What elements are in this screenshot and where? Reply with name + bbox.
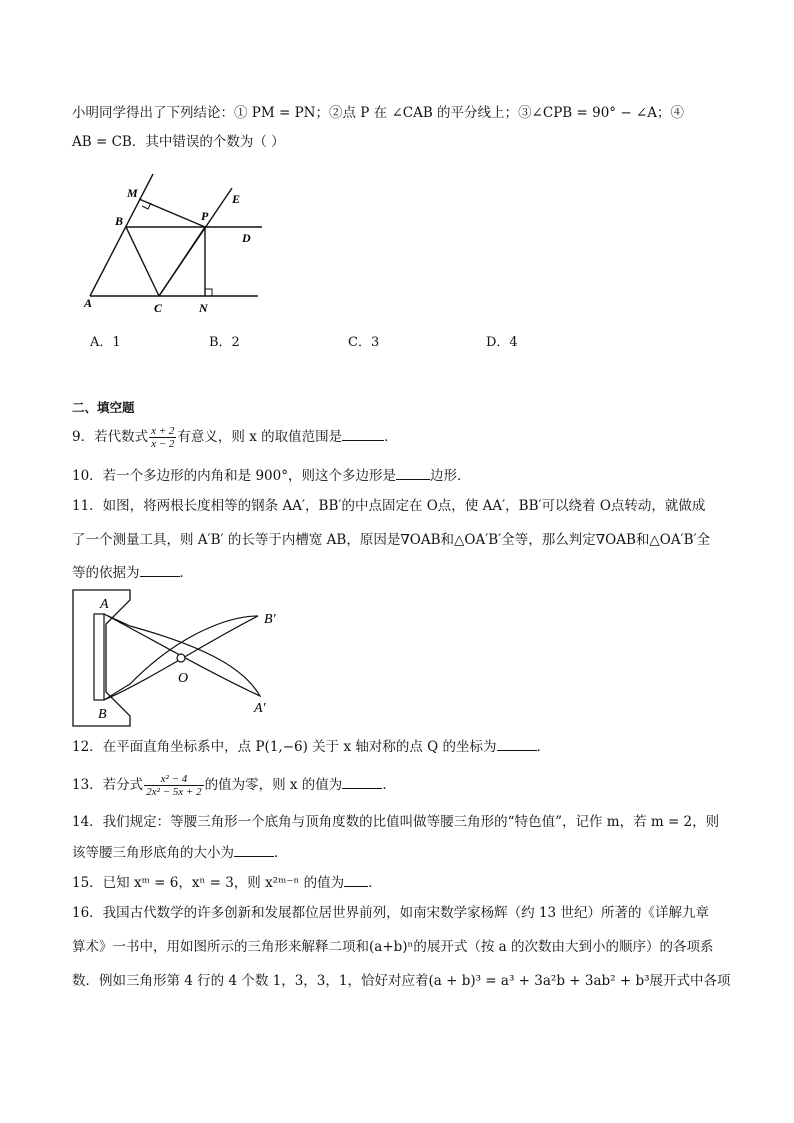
label-D: D: [242, 231, 251, 245]
label-A-prime: A′: [254, 701, 266, 716]
q14-line1: 14．我们规定：等腰三角形一个底角与顶角度数的比值叫做等腰三角形的“特色值”，记作 m，若 m = 2，则: [72, 814, 720, 830]
q13-answer-blank[interactable]: [342, 774, 382, 789]
ray-CE: [159, 188, 232, 296]
label-N: N: [199, 301, 208, 315]
q9-numerator: x + 2: [151, 425, 175, 437]
q14-answer-blank[interactable]: [234, 842, 274, 857]
q15-text: 15．已知 xᵐ = 6，xⁿ = 3，则 x²ᵐ⁻ⁿ 的值为: [72, 875, 345, 891]
q15-answer-blank[interactable]: [344, 872, 368, 887]
label-B: B: [115, 214, 124, 228]
q14-line2-text: 该等腰三角形底角的大小为: [72, 845, 234, 861]
label-B-prime: B′: [264, 612, 276, 627]
q8-conclusion-3: ③∠CPB = 90° − ∠A；: [518, 105, 671, 121]
q13-denominator: 2x² − 5x + 2: [146, 786, 202, 798]
q10-answer-blank[interactable]: [396, 465, 430, 480]
q8-conclusion-1: ① PM = PN；: [234, 105, 329, 121]
q12-answer-blank[interactable]: [497, 736, 537, 751]
q8-line2: AB = CB．其中错误的个数为（ ）: [72, 134, 285, 150]
q8-option-c: C．3: [348, 335, 380, 350]
q9-prefix: 9．若代数式: [72, 429, 149, 445]
q13-end: ．: [382, 777, 396, 793]
ray-AM: [90, 174, 153, 296]
q9-answer-blank[interactable]: [342, 426, 384, 441]
section-title: 二、填空题: [72, 400, 135, 415]
label-B: B: [98, 707, 107, 722]
q11-line3-text: 等的依据为: [72, 565, 140, 581]
q8-figure: [80, 172, 270, 322]
q16-line3: 数．例如三角形第 4 行的 4 个数 1，3，3，1，恰好对应着(a + b)³ = a³ + 3a²b + 3ab² + b³展开式中各项: [72, 973, 731, 989]
label-A: A: [84, 296, 93, 310]
label-E: E: [232, 192, 241, 206]
q11-line1: 11．如图，将两根长度相等的钢条 AA′，BB′的中点固定在 O点，使 AA′，BB′可以绕着 O点转动，就做成: [72, 498, 706, 514]
q11-answer-blank[interactable]: [140, 562, 180, 577]
q11-end: ．: [179, 565, 193, 581]
q10-text: 10．若一个多边形的内角和是 900°，则这个多边形是: [72, 468, 396, 484]
q9-fraction: [149, 425, 176, 450]
q9-suffix: 有意义，则 x 的取值范围是: [177, 429, 343, 445]
segment-BC: [126, 227, 159, 296]
q8-line1: [72, 103, 732, 123]
q8-option-d: D．4: [486, 335, 518, 350]
q8-option-b: B．2: [209, 335, 240, 350]
label-M: M: [127, 186, 138, 200]
q9-denominator: x − 2: [151, 438, 175, 450]
q16-line2: 算术》一书中，用如图所示的三角形来解释二项和(a+b)ⁿ的展开式（按 a 的次数由大到小的顺序）的各项系: [72, 939, 714, 955]
label-A: A: [100, 597, 109, 612]
q8-conclusion-2: ②点 P 在 ∠CAB 的平分线上；: [329, 105, 519, 121]
right-angle-N: [205, 289, 212, 296]
q13-fraction: [144, 773, 203, 798]
q13-suffix: 的值为零，则 x 的值为: [204, 777, 343, 793]
q12-text: 12．在平面直角坐标系中，点 P(1,−6) 关于 x 轴对称的点 Q 的坐标为: [72, 739, 497, 755]
q14-end: ．: [274, 845, 288, 861]
label-C: C: [154, 301, 163, 315]
q11-line3: [72, 562, 732, 583]
inner-groove: [94, 614, 104, 700]
q11-line2: 了一个测量工具，则 A′B′ 的长等于内槽宽 AB，原因是∇OAB和△OA′B′全等，那么判定∇OAB和△OA′B′全: [72, 532, 711, 548]
q12: [72, 736, 732, 757]
q9-end: ．: [384, 429, 398, 445]
q8-conclusion-4-marker: ④: [670, 105, 684, 121]
label-O: O: [178, 671, 189, 686]
q13-prefix: 13．若分式: [72, 777, 144, 793]
q15-end: ．: [368, 875, 382, 891]
label-P: P: [201, 209, 209, 223]
q16-line1: 16．我国古代数学的许多创新和发展都位居世界前列，如南宋数学家杨辉（约 13 世纪）所著的《详解九章: [72, 905, 709, 921]
q11-figure: [70, 588, 290, 730]
q10-end: 边形．: [430, 468, 471, 484]
q12-end: ．: [536, 739, 551, 755]
q8-prefix: 小明同学得出了下列结论：: [72, 105, 234, 121]
q13: [72, 773, 732, 798]
segment-PM: [139, 199, 205, 227]
q9: [72, 425, 732, 450]
pivot-O: [177, 654, 185, 662]
q15: [72, 872, 732, 893]
q10: [72, 465, 732, 486]
q13-numerator: x² − 4: [144, 773, 203, 786]
q8-option-a: A．1: [90, 335, 121, 350]
q14-line2: [72, 842, 732, 863]
